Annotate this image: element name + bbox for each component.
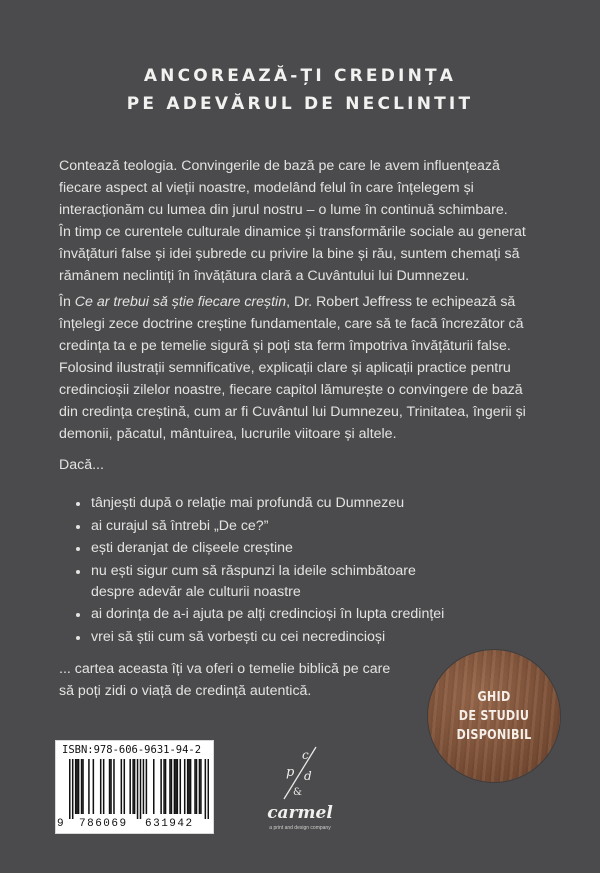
bullet-item: ai curajul să întrebi „De ce?” (76, 516, 546, 537)
barcode-bar (160, 759, 162, 814)
barcode-bar (69, 759, 71, 819)
bullet-item: vrei să știi cum să vorbești cu cei necredincioși (76, 627, 546, 648)
bullet-line: despre adevăr ale culturii noastre (91, 583, 301, 600)
isbn-number: ISBN:978-606-9631-94-2 (62, 744, 202, 756)
closing-line: să poți zidi o viață de credință autentică. (59, 683, 312, 699)
description-line (59, 291, 579, 313)
description-line: din credința creștină, cum ar fi Cuvântul lui Dumnezeu, Trinitatea, îngerii și (59, 404, 526, 420)
description-prefix: În (59, 294, 75, 310)
description-rest: , Dr. Robert Jeffress te echipează să (286, 294, 516, 310)
barcode-bar (169, 759, 171, 814)
barcode-bar (137, 759, 139, 819)
barcode-bar (82, 759, 84, 814)
barcode-bar (200, 759, 202, 814)
intro-line: Contează teologia. Convingerile de bază pe care le avem influențează (59, 158, 500, 174)
intro-line: În timp ce curentele culturale dinamice și transformările sociale au generat (59, 224, 526, 240)
barcode-bar (110, 759, 112, 814)
barcode-bar (124, 759, 126, 814)
publisher-monogram-icon (280, 743, 320, 805)
barcode-bar (175, 759, 177, 814)
description-line: Folosind ilustrații semnificative, explicații clare și aplicații practice pentru (59, 360, 511, 376)
isbn-barcode (55, 740, 214, 834)
bullet-list (76, 493, 546, 649)
barcode-bar (121, 759, 123, 814)
daca-heading: Dacă... (59, 457, 104, 473)
barcode-bar (196, 759, 198, 814)
barcode-bar (205, 759, 207, 819)
barcode-bar (72, 759, 74, 819)
barcode-bar (177, 759, 179, 814)
barcode-bar (188, 759, 190, 814)
badge-line: DE STUDIU (458, 708, 530, 724)
book-title: Ce ar trebui să știe fiecare creștin (74, 294, 287, 310)
monogram-letter: p (286, 765, 295, 780)
barcode-bar (78, 759, 80, 814)
monogram-letter: & (293, 787, 302, 798)
intro-line: interacționăm cu lumea din jurul nostru – o lume în continuă schimbare. (59, 202, 508, 218)
bullet-item: ești deranjat de clișeele creștine (76, 538, 546, 559)
publisher-name: carmel (267, 803, 333, 823)
badge-line: DISPONIBIL (456, 727, 532, 743)
badge-text (437, 650, 551, 782)
barcode-bar (165, 759, 167, 814)
barcode-bar (81, 759, 83, 814)
barcode-bar (199, 759, 201, 814)
barcode-left-group: 786069 (79, 818, 128, 830)
barcode-bar (132, 759, 134, 814)
barcode-bar (143, 759, 145, 814)
intro-line: rămânem neclintiți în învățătura clară a Cuvântului lui Dumnezeu. (59, 268, 470, 284)
barcode-bar (194, 759, 196, 814)
bullet-item: ai dorința de a-i ajuta pe alți credincioși în lupta credinței (76, 604, 546, 625)
barcode-bar (134, 759, 136, 814)
barcode-bar (153, 759, 155, 814)
barcode-bar (113, 759, 115, 814)
bullet-item (76, 561, 546, 603)
publisher-logo (262, 743, 338, 843)
badge-line: GHID (477, 689, 511, 705)
barcode-bar (208, 759, 209, 819)
barcode-bar (180, 759, 182, 814)
barcode-bar (171, 759, 173, 814)
study-guide-badge (428, 650, 560, 782)
barcode-bar (187, 759, 189, 814)
publisher-tagline: a print and design company (269, 825, 331, 831)
barcode-bar (174, 759, 176, 814)
barcode-bar (75, 759, 77, 814)
cover-title (0, 62, 600, 118)
monogram-letter: d (304, 769, 312, 783)
description-line: credincioșii zilelor noastre, fiecare capitol lămurește o convingere de bază (59, 382, 523, 398)
description-line: credința ta e pe temelie sigură și poți sta ferm împotriva învățăturii false. (59, 338, 511, 354)
barcode-bar (184, 759, 186, 814)
title-line-1: ANCOREAZĂ-ȚI CREDINȚA (143, 66, 457, 86)
barcode-bar (140, 759, 142, 819)
barcode-bar (76, 759, 78, 814)
closing-line: ... cartea aceasta îți va oferi o temelie biblică pe care (59, 661, 391, 677)
intro-line: învățături false și idei șubrede cu privire la bine și rău, suntem chemați să (59, 246, 520, 262)
bullet-item: tânjești după o relație mai profundă cu Dumnezeu (76, 493, 546, 514)
barcode-bar (100, 759, 102, 814)
barcode-bar (93, 759, 95, 814)
intro-paragraph (59, 155, 579, 287)
description-line: demonii, păcatul, mântuirea, lucrurile viitoare și altele. (59, 426, 397, 442)
barcode-bars (69, 759, 209, 819)
barcode-bar (146, 759, 148, 814)
barcode-bar (88, 759, 90, 814)
monogram-letter: c (302, 748, 309, 762)
barcode-right-group: 631942 (145, 818, 194, 830)
intro-line: fiecare aspect al vieții noastre, modelând felul în care înțelegem și (59, 180, 474, 196)
book-description (59, 291, 579, 445)
bullet-line: nu ești sigur cum să răspunzi la ideile schimbătoare (91, 562, 416, 579)
barcode-bar (163, 759, 165, 814)
barcode-bar (103, 759, 105, 814)
barcode-bar (109, 759, 111, 814)
barcode-first-digit: 9 (57, 818, 64, 830)
barcode-bar (190, 759, 192, 814)
barcode-bar (129, 759, 131, 814)
description-line: înțelegi zece doctrine creștine fundamentale, care să te facă încrezător că (59, 316, 524, 332)
title-line-2: PE ADEVĂRUL DE NECLINTIT (126, 94, 474, 114)
